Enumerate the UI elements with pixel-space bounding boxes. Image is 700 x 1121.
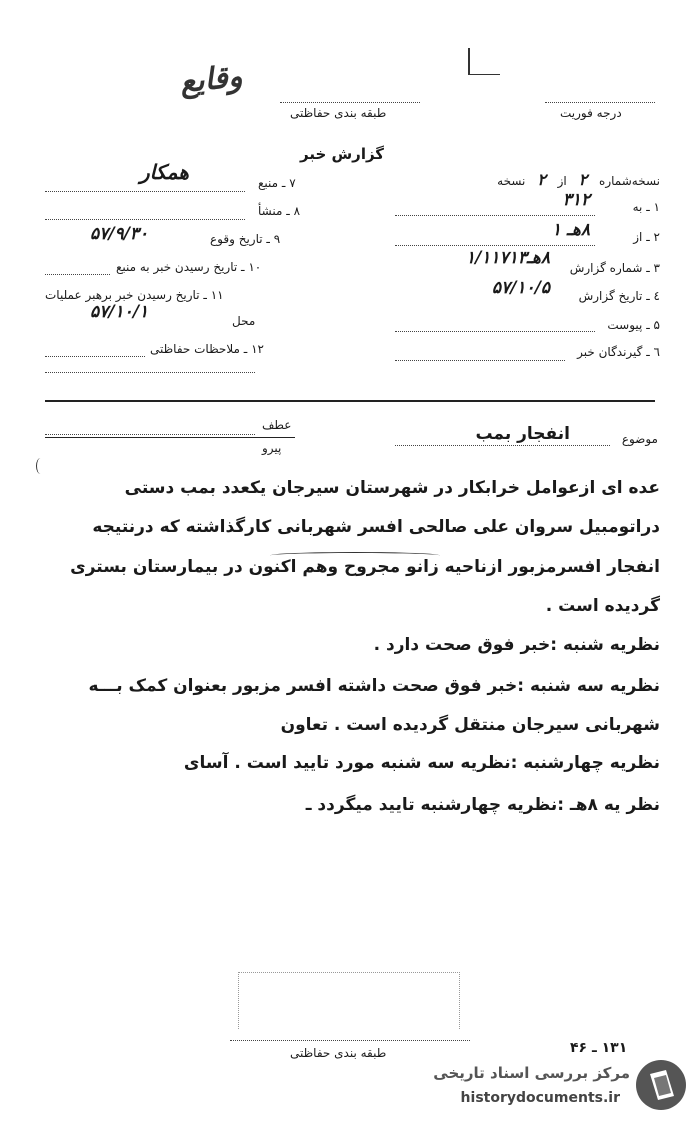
- right-field-line: [395, 245, 595, 246]
- left-field-value: همکار: [140, 160, 189, 184]
- form-title: گزارش خبر: [300, 145, 385, 163]
- faded-stamp-box: [238, 972, 460, 1029]
- left-field-label: ۷ ـ منبع: [258, 176, 296, 190]
- right-field-value: ۸هـ۱/۱۱۷۱۳: [465, 248, 550, 268]
- handwritten-underline: [270, 552, 440, 559]
- watermark-url: historydocuments.ir: [460, 1090, 620, 1106]
- body-line: انفجار افسرمزبور ازناحیه زانو مجروح وهم اکنون در بیمارستان بستری: [70, 557, 660, 577]
- reference-line: [45, 434, 255, 435]
- subject-label: موضوع: [621, 432, 658, 446]
- classification-label-top: طبقه بندی حفاظتی: [290, 106, 387, 120]
- peyro-label: پیرو: [262, 441, 282, 455]
- left-field-label: ۱۰ ـ تاریخ رسیدن خبر به منبع: [116, 260, 262, 274]
- opinion-line: شهربانی سیرجان منتقل گردیده است . تعاون: [280, 715, 660, 735]
- body-line: عده ای ازعوامل خرابکار در شهرستان سیرجان یکعدد بمب دستی: [124, 478, 660, 498]
- opinion-line: نظر یه ۸هـ :نظریه چهارشنبه تایید میگردد ـ: [305, 795, 660, 815]
- watermark-logo-icon: [636, 1060, 686, 1110]
- right-field-value: ۵۷/۱۰/۵: [491, 278, 550, 298]
- right-field-line: [395, 331, 595, 332]
- right-field-line: [395, 360, 565, 361]
- left-field-line: [45, 356, 145, 357]
- urgency-line: [545, 102, 655, 103]
- subject-value: انفجار بمب: [475, 424, 570, 444]
- left-field-label: ۱۱ ـ تاریخ رسیدن خبر برهبر عملیات: [45, 288, 224, 302]
- stamp-mark: [468, 48, 500, 75]
- left-field-line: [45, 274, 110, 275]
- right-field-line: [395, 215, 595, 216]
- copy-line: [497, 170, 660, 189]
- body-line: گردیده است .: [545, 596, 660, 616]
- right-field-value: ۳۱۲: [562, 190, 590, 210]
- right-field-label: ۲ ـ از: [633, 230, 660, 244]
- atf-label: عطف: [262, 418, 292, 432]
- reference-divider: [45, 437, 295, 438]
- right-field-label: ٤ ـ تاریخ گزارش: [578, 289, 660, 303]
- subject-line: [395, 445, 610, 446]
- left-field-label: ۱۲ ـ ملاحظات حفاظتی: [150, 342, 264, 356]
- document-number: ۱۳۱ ـ ۴۶: [570, 1040, 628, 1056]
- left-field-label: ۹ ـ تاریخ وقوع: [210, 232, 281, 246]
- watermark-fa: مرکز بررسی اسناد تاریخی: [433, 1064, 630, 1082]
- right-field-label: ۱ ـ به: [632, 200, 660, 214]
- copy-suffix: نسخه: [497, 174, 526, 188]
- right-field-label: ۵ ـ پیوست: [607, 318, 660, 332]
- left-field-label: ۸ ـ منشأ: [258, 204, 301, 218]
- left-field-value: ۵۷/۹/۳۰: [90, 224, 149, 244]
- urgency-label: درجه فوریت: [560, 106, 622, 120]
- margin-mark: [36, 458, 45, 474]
- left-field-value: ۵۷/۱۰/۱: [90, 302, 149, 322]
- left-field-label: محل: [232, 314, 256, 328]
- handwritten-title: وقايع: [178, 58, 244, 101]
- copy-of: از: [557, 174, 567, 188]
- body-line: دراتومبیل سروان علی صالحی افسر شهربانی کارگذاشته که درنتیجه: [92, 517, 660, 537]
- opinion-line: نظریه سه شنبه :خبر فوق صحت داشته افسر مزبور بعنوان کمک بـــه: [88, 676, 660, 696]
- classification-line-top: [280, 102, 420, 103]
- left-field-line: [45, 372, 255, 373]
- copy-number: ۲: [578, 170, 588, 189]
- footer-line: [230, 1040, 470, 1041]
- copy-prefix: نسخه‌شماره: [599, 174, 660, 188]
- right-field-label: ٦ ـ گیرندگان خبر: [577, 345, 660, 359]
- right-field-label: ۳ ـ شماره گزارش: [569, 261, 660, 275]
- copy-total: ۲: [537, 170, 546, 189]
- left-field-line: [45, 191, 245, 192]
- opinion-line: نظریه چهارشنبه :نظریه سه شنبه مورد تایید است . آسای: [183, 753, 660, 773]
- separator-line: [45, 400, 655, 402]
- classification-label-bottom: طبقه بندی حفاظتی: [290, 1046, 387, 1060]
- right-field-value: ۸هـ ۱: [551, 220, 590, 240]
- left-field-line: [45, 219, 245, 220]
- opinion-line: نظریه شنبه :خبر فوق صحت دارد .: [373, 635, 660, 655]
